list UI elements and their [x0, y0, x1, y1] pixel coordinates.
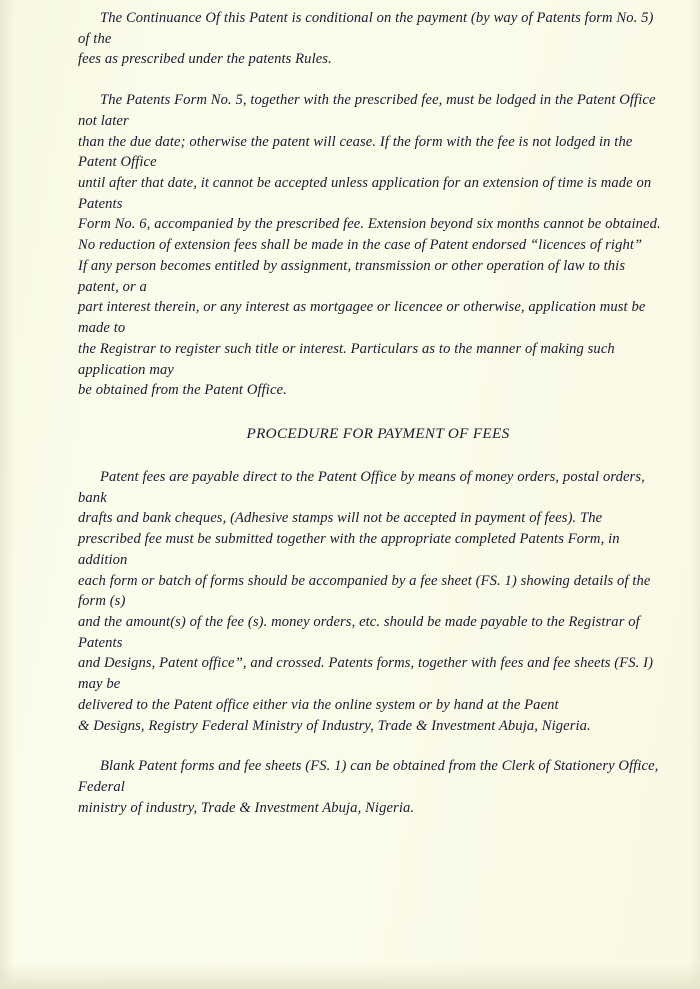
- heading-spacer-above: [78, 401, 668, 425]
- paragraph-line: & Designs, Registry Federal Ministry of Industry, Trade & Investment Abuja, Nigeria.: [78, 717, 591, 734]
- paragraph-line: than the due date; otherwise the patent will cease. If the form with the fee is not lodged in the Patent Office: [78, 133, 633, 171]
- paragraph-line: the Registrar to register such title or interest. Particulars as to the manner of making such application may: [78, 340, 615, 378]
- paragraph-line: If any person becomes entitled by assignment, transmission or other operation of law to this patent, or a: [78, 257, 626, 295]
- paragraph-line: part interest therein, or any interest as mortgagee or licencee or otherwise, application must be made to: [78, 299, 646, 337]
- paragraph-line: Blank Patent forms and fee sheets (FS. 1) can be obtained from the Clerk of Stationery Office, Federal: [78, 758, 659, 795]
- page-edge-shadow-bottom: [0, 963, 700, 989]
- paragraph-line: ministry of industry, Trade & Investment Abuja, Nigeria.: [78, 799, 415, 816]
- paragraph-line: delivered to the Patent office either via the online system or by hand at the Paent: [78, 696, 559, 713]
- document-body: [78, 8, 668, 818]
- section-heading-procedure-for-payment-of-fees: PROCEDURE FOR PAYMENT OF FEES: [246, 424, 510, 442]
- paragraph-spacer: [78, 736, 668, 756]
- paragraph-patents-form-5: [78, 90, 668, 401]
- paragraph-line: Form No. 6, accompanied by the prescribed fee. Extension beyond six months cannot be obtained.: [78, 216, 661, 233]
- paragraph-line: fees as prescribed under the patents Rules.: [78, 51, 332, 68]
- paragraph-blank-forms: [78, 756, 668, 818]
- paragraph-continuance: [78, 8, 668, 70]
- paragraph-line: be obtained from the Patent Office.: [78, 382, 287, 399]
- paragraph-line: and Designs, Patent office”, and crossed. Patents forms, together with fees and fee sheets (FS. I) may be: [78, 655, 654, 693]
- paragraph-spacer: [78, 70, 668, 90]
- paragraph-line: and the amount(s) of the fee (s). money orders, etc. should be made payable to the Registrar of Patents: [78, 613, 640, 651]
- paragraph-line: until after that date, it cannot be accepted unless application for an extension of time is made on Patents: [78, 175, 652, 212]
- paragraph-line: Patent fees are payable direct to the Patent Office by means of money orders, postal orders, bank: [78, 468, 645, 506]
- paragraph-line: drafts and bank cheques, (Adhesive stamps will not be accepted in payment of fees). The: [78, 510, 603, 527]
- page-edge-shadow-right: [690, 0, 700, 989]
- page-edge-shadow-left: [0, 0, 14, 989]
- paragraph-line: prescribed fee must be submitted together with the appropriate completed Patents Form, in addition: [78, 531, 620, 568]
- paragraph-line: The Patents Form No. 5, together with the prescribed fee, must be lodged in the Patent Office not later: [78, 92, 656, 129]
- paragraph-line: each form or batch of forms should be accompanied by a fee sheet (FS. 1) showing details of the form (s): [78, 572, 651, 610]
- heading-spacer-below: [78, 443, 668, 467]
- paragraph-line: The Continuance Of this Patent is conditional on the payment (by way of Patents form No. 5) of the: [78, 10, 654, 47]
- paragraph-patent-fees: [78, 467, 668, 736]
- paragraph-line: No reduction of extension fees shall be made in the case of Patent endorsed “licences of right”: [78, 237, 643, 254]
